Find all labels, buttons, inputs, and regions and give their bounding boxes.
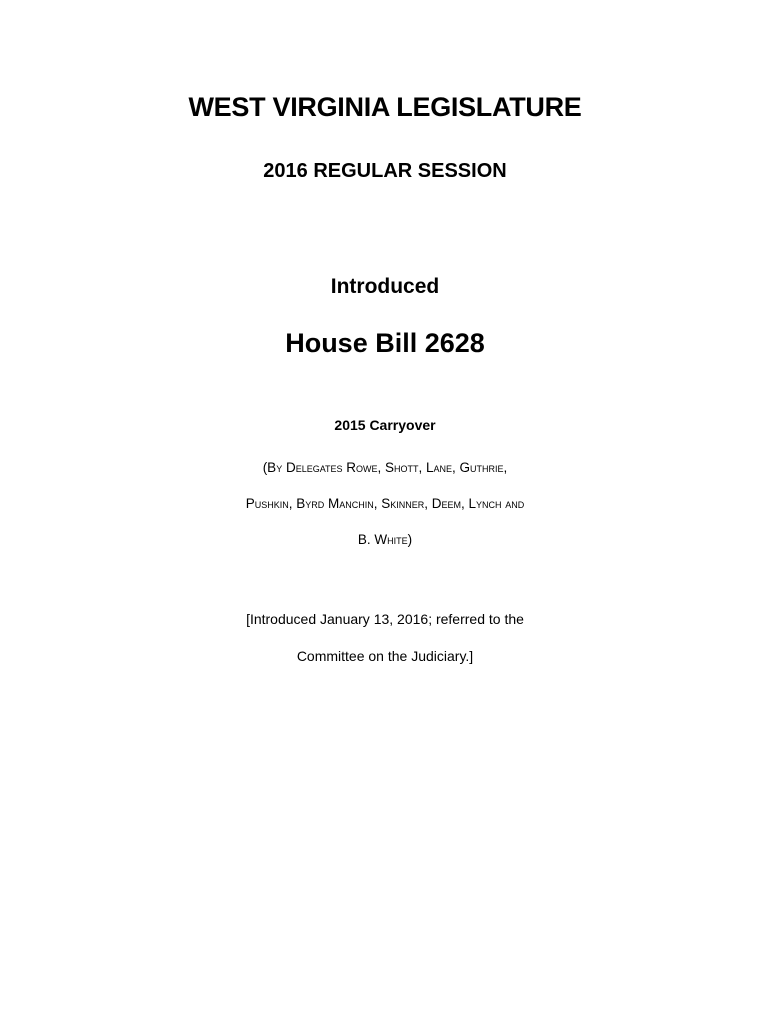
- introduction-line-2: Committee on the Judiciary.]: [296, 648, 474, 664]
- sponsors-line-3: B. White): [357, 532, 413, 547]
- session-heading: 2016 REGULAR SESSION: [263, 160, 507, 182]
- legislature-heading: WEST VIRGINIA LEGISLATURE: [188, 92, 582, 122]
- sponsors-line-1: (By Delegates Rowe, Shott, Lane, Guthrie,: [262, 460, 508, 475]
- introduction-line-1: [Introduced January 13, 2016; referred to the: [246, 611, 524, 627]
- bill-title: House Bill 2628: [285, 328, 485, 358]
- sponsors-line-2: Pushkin, Byrd Manchin, Skinner, Deem, Lynch and: [245, 496, 525, 511]
- bill-status: Introduced: [330, 275, 440, 298]
- carryover-label: 2015 Carryover: [334, 417, 436, 433]
